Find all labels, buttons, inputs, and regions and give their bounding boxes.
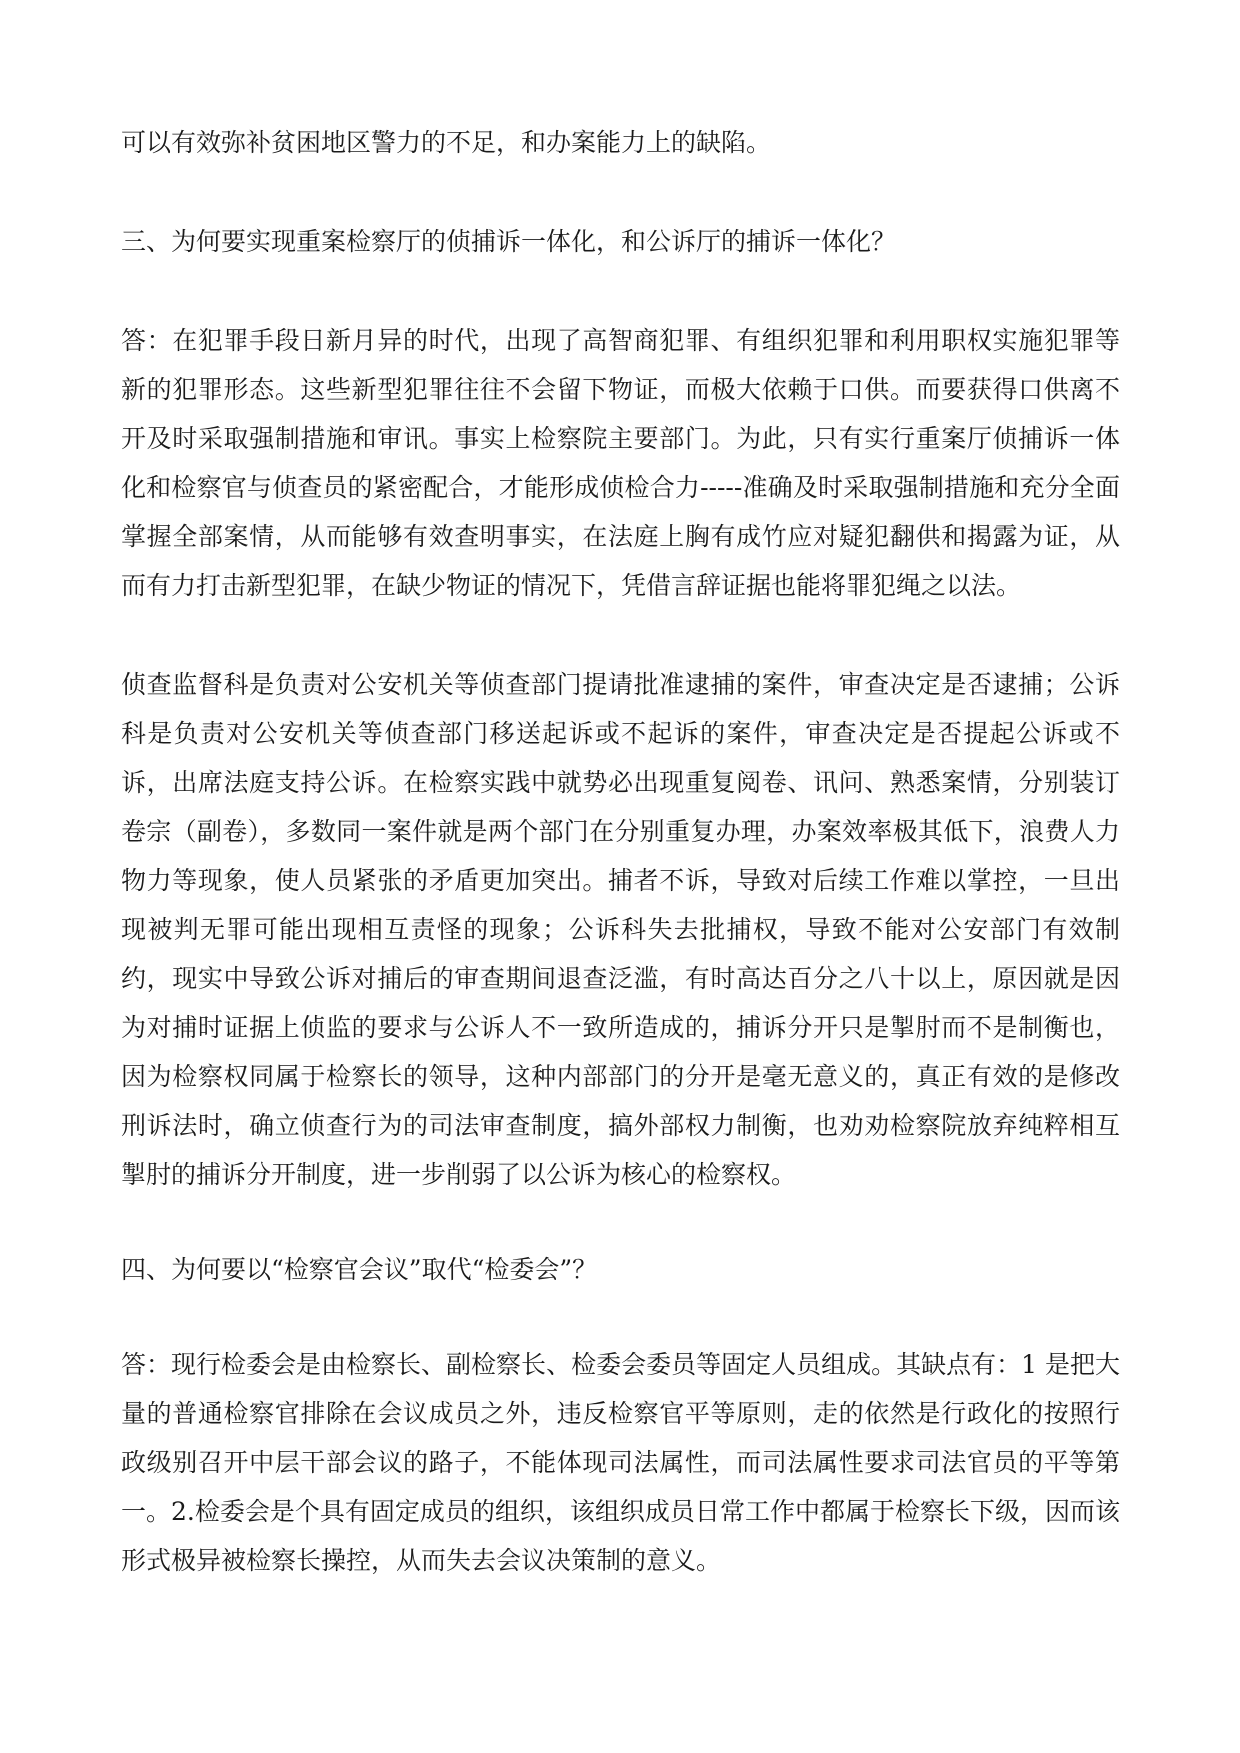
section-heading-3: 三、为何要实现重案检察厅的侦捕诉一体化，和公诉厅的捕诉一体化？ [121,227,897,256]
answer-paragraph-4: 答：现行检委会是由检察长、副检察长、检委会委员等固定人员组成。其缺点有：1 是把大量的普通检察官排除在会议成员之外，违反检察官平等原则，走的依然是行政化的按照行政级别召开中层干部会议的路子，不能体现司法属性，而司法属性要求司法官员的平等第一。2.检委会是个具有固定成员的组织，该组织成员日常工作中都属于检察长下级，因而该形式极异被检察长操控，从而失去会议决策制的意义。 [121,1350,1120,1575]
body-paragraph-supervision: 侦查监督科是负责对公安机关等侦查部门提请批准逮捕的案件，审查决定是否逮捕；公诉科是负责对公安机关等侦查部门移送起诉或不起诉的案件，审查决定是否提起公诉或不诉，出席法庭支持公诉。在检察实践中就势必出现重复阅卷、讯问、熟悉案情，分别装订卷宗（副卷），多数同一案件就是两个部门在分别重复办理，办案效率极其低下，浪费人力物力等现象，使人员紧张的矛盾更加突出。捕者不诉，导致对后续工作难以掌控，一旦出现被判无罪可能出现相互责怪的现象；公诉科失去批捕权，导致不能对公安部门有效制约，现实中导致公诉对捕后的审查期间退查泛滥，有时高达百分之八十以上，原因就是因为对捕时证据上侦监的要求与公诉人不一致所造成的，捕诉分开只是掣肘而不是制衡也，因为检察权同属于检察长的领导，这种内部部门的分开是毫无意义的，真正有效的是修改刑诉法时，确立侦查行为的司法审查制度，搞外部权力制衡，也劝劝检察院放弃纯粹相互掣肘的捕诉分开制度，进一步削弱了以公诉为核心的检察权。 [121,670,1120,1189]
paragraph-continuation: 可以有效弥补贫困地区警力的不足，和办案能力上的缺陷。 [121,128,772,157]
section-heading-4: 四、为何要以“检察官会议”取代“检委会”？ [121,1255,598,1284]
answer-paragraph-3: 答：在犯罪手段日新月异的时代，出现了高智商犯罪、有组织犯罪和利用职权实施犯罪等新的犯罪形态。这些新型犯罪往往不会留下物证，而极大依赖于口供。而要获得口供离不开及时采取强制措施和审讯。事实上检察院主要部门。为此，只有实行重案厅侦捕诉一体化和检察官与侦查员的紧密配合，才能形成侦检合力-----准确及时采取强制措施和充分全面掌握全部案情，从而能够有效查明事实，在法庭上胸有成竹应对疑犯翻供和揭露为证，从而有力打击新型犯罪，在缺少物证的情况下，凭借言辞证据也能将罪犯绳之以法。 [121,326,1120,600]
